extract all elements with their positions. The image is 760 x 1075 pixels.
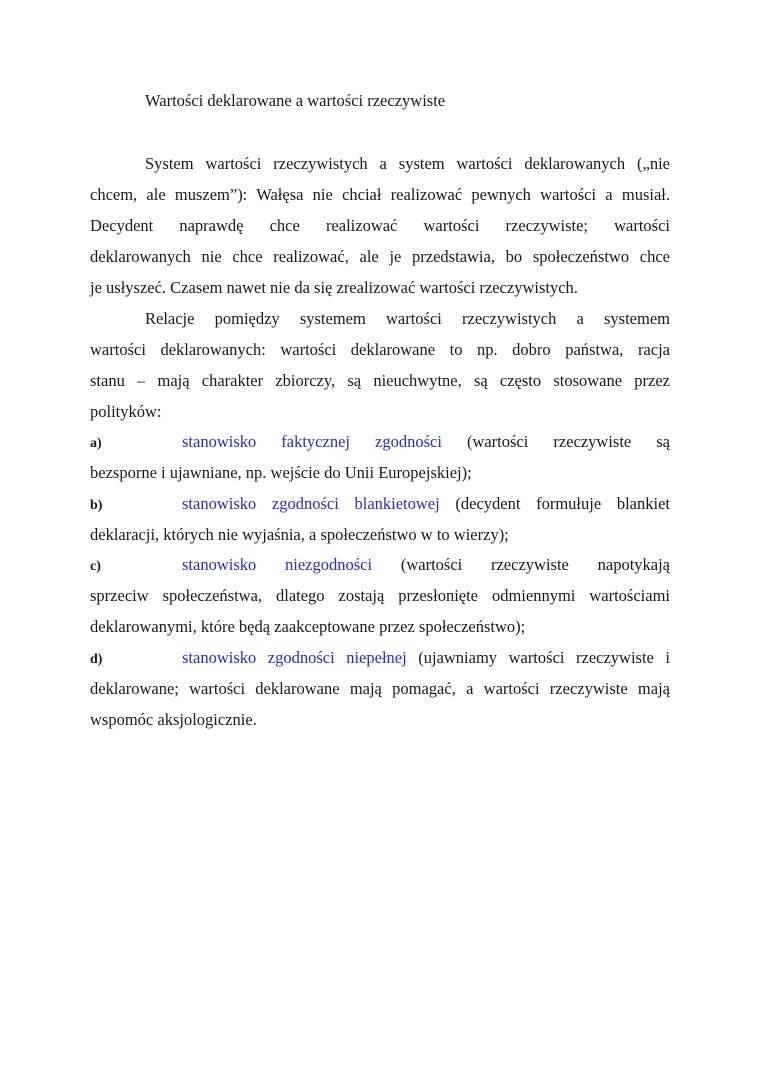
text-line: deklarowanych nie chce realizować, ale je przedstawia, bo społeczeństwo chce xyxy=(90,247,670,266)
text-line: Relacje pomiędzy systemem wartości rzeczywistych a systemem xyxy=(145,309,670,328)
item-term: stanowisko niezgodności xyxy=(182,555,373,574)
text-line: chcem, ale muszem”): Wałęsa nie chciał realizować pewnych wartości a musiał. xyxy=(90,185,670,204)
text-line: wspomóc aksjologicznie. xyxy=(90,710,257,729)
item-term: stanowisko zgodności niepełnej xyxy=(182,648,407,667)
text-line: bezsporne i ujawniane, np. wejście do Unii Europejskiej); xyxy=(90,463,472,482)
item-text: (decydent formułuje blankiet xyxy=(455,494,670,513)
item-text: (wartości rzeczywiste są xyxy=(466,432,671,451)
text-line: polityków: xyxy=(90,402,162,421)
text-line: Decydent naprawdę chce realizować wartości rzeczywiste; wartości xyxy=(90,216,670,235)
text-line: System wartości rzeczywistych a system wartości deklarowanych („nie xyxy=(145,154,670,173)
item-label: b) xyxy=(90,498,103,513)
text-line: wartości deklarowanych: wartości deklarowane to np. dobro państwa, racja xyxy=(90,340,670,359)
list-item-a xyxy=(90,426,670,488)
list-item-c xyxy=(90,549,670,642)
text-line: deklarowanymi, które będą zaakceptowane przez społeczeństwo); xyxy=(90,617,526,636)
text-line: deklarowane; wartości deklarowane mają pomagać, a wartości rzeczywiste mają xyxy=(90,679,670,698)
list-item-b xyxy=(90,488,670,550)
item-label: c) xyxy=(90,559,101,574)
paragraph-1 xyxy=(90,148,670,303)
item-label: a) xyxy=(90,436,102,451)
item-term: stanowisko zgodności blankietowej xyxy=(182,494,440,513)
item-label: d) xyxy=(90,652,103,667)
item-text: (ujawniamy wartości rzeczywiste i xyxy=(418,648,670,667)
paragraph-2 xyxy=(90,303,670,427)
text-line: stanu – mają charakter zbiorczy, są nieuchwytne, są często stosowane przez xyxy=(90,371,670,390)
text-line: deklaracji, których nie wyjaśnia, a społeczeństwo w to wierzy); xyxy=(90,525,509,544)
text-line: je usłyszeć. Czasem nawet nie da się zrealizować wartości rzeczywistych. xyxy=(90,278,578,297)
text-line: sprzeciw społeczeństwa, dlatego zostają przesłonięte odmiennymi wartościami xyxy=(90,586,670,605)
list-item-d xyxy=(90,642,670,735)
document-title: Wartości deklarowane a wartości rzeczywiste xyxy=(145,91,446,110)
item-term: stanowisko faktycznej zgodności xyxy=(182,432,442,451)
item-text: (wartości rzeczywiste napotykają xyxy=(400,555,671,574)
